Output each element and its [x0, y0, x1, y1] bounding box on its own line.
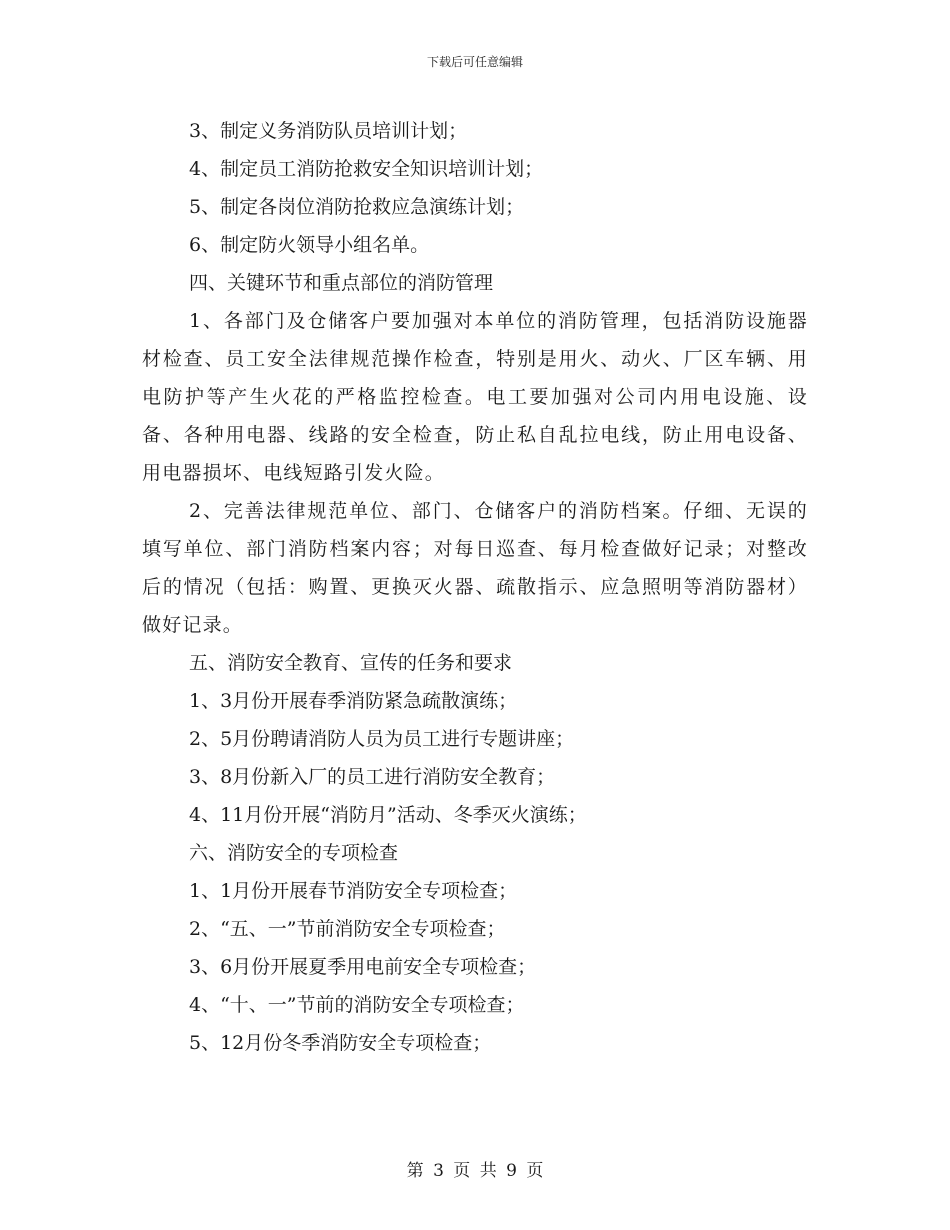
section-heading: 六、消防安全的专项检查 — [189, 842, 399, 864]
list-item: 5、制定各岗位消防抢救应急演练计划； — [189, 196, 525, 218]
page-header: 下载后可任意编辑 — [426, 55, 523, 69]
section-heading: 五、消防安全教育、宣传的任务和要求 — [189, 652, 513, 674]
list-item: 2、5月份聘请消防人员为员工进行专题讲座； — [189, 728, 575, 750]
list-item: 2、“五、一”节前消防安全专项检查； — [189, 918, 506, 940]
section-heading: 四、关键环节和重点部位的消防管理 — [189, 272, 494, 294]
list-item: 5、12月份冬季消防安全专项检查； — [189, 1032, 492, 1054]
list-item: 3、制定义务消防队员培训计划； — [189, 120, 468, 142]
list-item: 1、3月份开展春季消防紧急疏散演练； — [189, 690, 518, 712]
paragraph: 1、各部门及仓储客户要加强对本单位的消防管理，包括消防设施器材检查、员工安全法律规范操作检查，特别是用火、动火、厂区车辆、用电防护等产生火花的严格监控检查。电工要加强对公司内用电设施、设备、各种用电器、线路的安全检查，防止私自乱拉电线，防止用电设备、用电器损坏、电线短路引发火险。 — [142, 310, 808, 484]
paragraph: 2、完善法律规范单位、部门、仓储客户的消防档案。仔细、无误的填写单位、部门消防档案内容；对每日巡查、每月检查做好记录；对整改后的情况（包括：购置、更换灭火器、疏散指示、应急照明等消防器材）做好记录。 — [142, 500, 808, 636]
list-item: 4、11月份开展“消防月”活动、冬季灭火演练； — [189, 804, 587, 826]
document-body — [142, 112, 808, 1062]
list-item: 6、制定防火领导小组名单。 — [189, 234, 430, 256]
list-item: 1、1月份开展春节消防安全专项检查； — [189, 880, 518, 902]
list-item: 3、8月份新入厂的员工进行消防安全教育； — [189, 766, 556, 788]
list-item: 4、“十、一”节前的消防安全专项检查； — [189, 994, 525, 1016]
page-number: 第 3 页 共 9 页 — [406, 1161, 544, 1181]
list-item: 3、6月份开展夏季用电前安全专项检查； — [189, 956, 537, 978]
list-item: 4、制定员工消防抢救安全知识培训计划； — [189, 158, 544, 180]
